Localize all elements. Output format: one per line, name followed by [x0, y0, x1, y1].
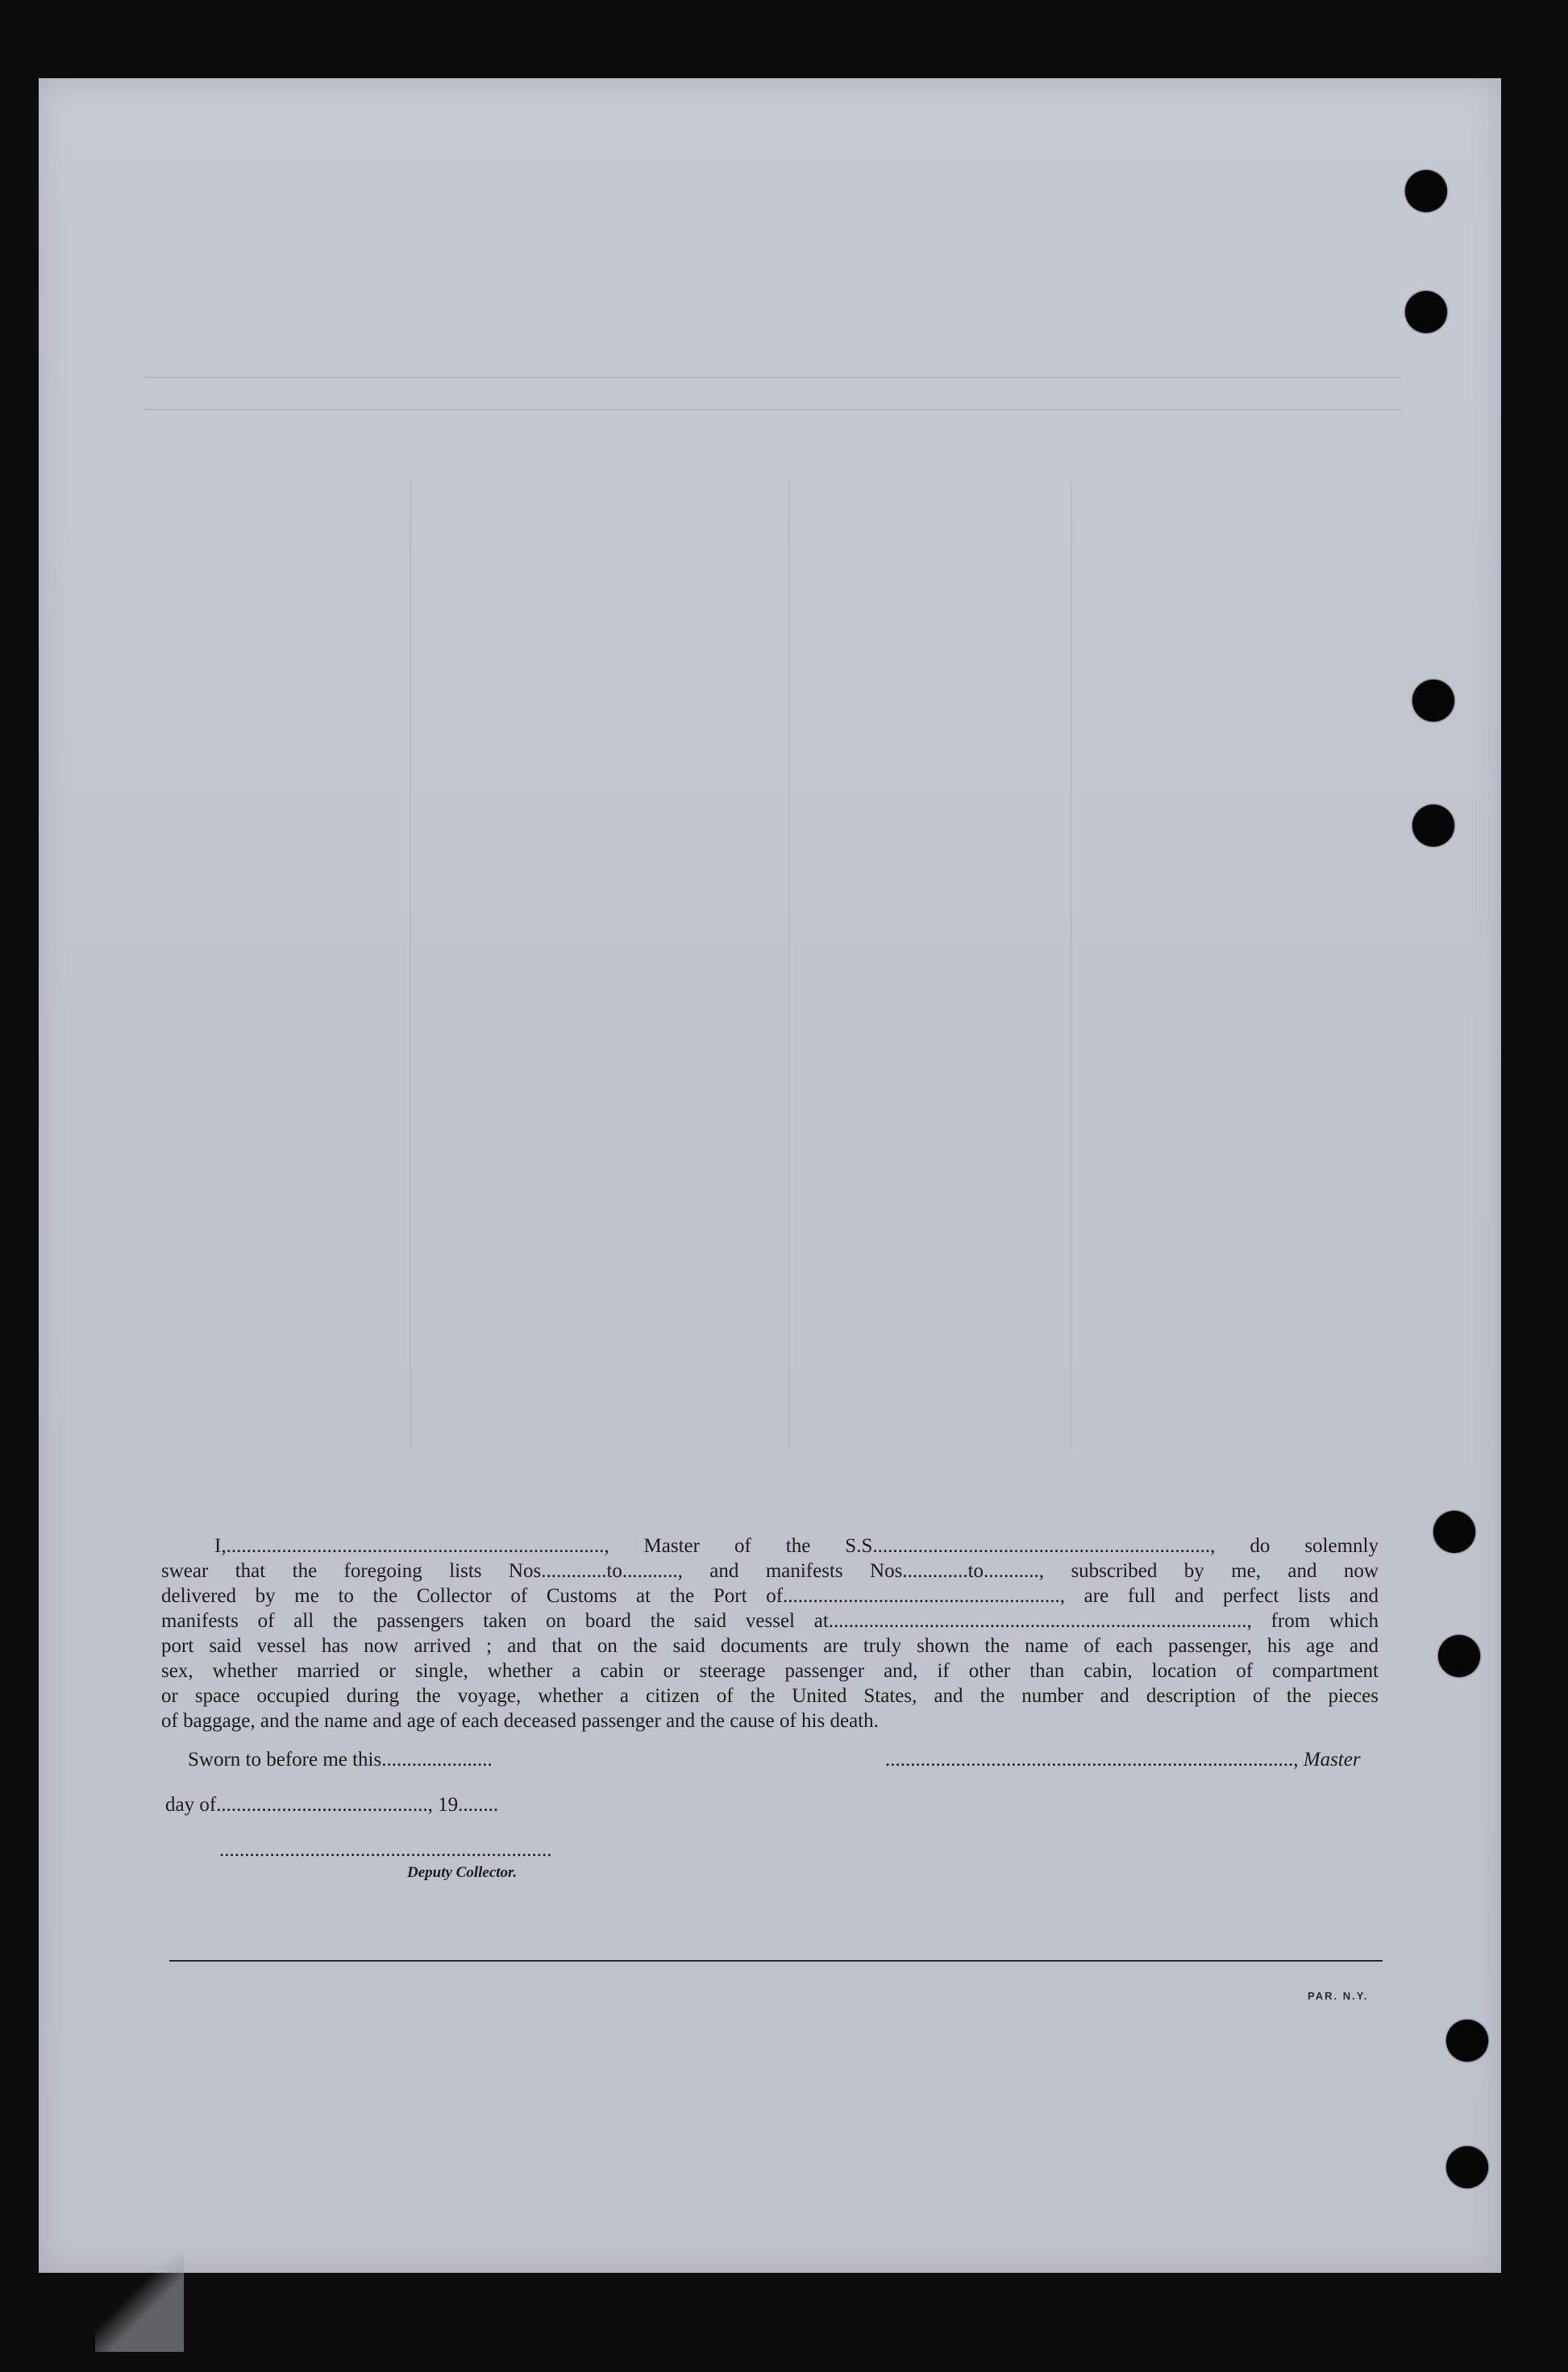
punch-hole	[1438, 1635, 1480, 1677]
oath-line: I,..........................................................................., Master of the S.S..................................................................., do solemnly	[214, 1535, 1379, 1557]
bleed-through-column	[410, 481, 411, 1449]
bleed-through-rule	[143, 377, 1401, 378]
master-signature-line	[885, 1749, 1361, 1771]
deputy-collector-label: Deputy Collector.	[407, 1864, 518, 1881]
bleed-through-column	[788, 481, 790, 1449]
bottom-rule	[169, 1960, 1383, 1962]
oath-line: delivered by me to the Collector of Customs at the Port of......................................................., are full and perfect lists and	[161, 1585, 1379, 1607]
oath-line: or space occupied during the voyage, whether a citizen of the United States, and the number and description of the pieces	[161, 1685, 1379, 1707]
manifest-sheet	[39, 78, 1501, 2273]
punch-hole	[1433, 1511, 1475, 1553]
bleed-through-column	[1071, 481, 1072, 1449]
corner-fold	[95, 2255, 184, 2352]
oath-line: manifests of all the passengers taken on board the said vessel at..................................................................................., from which	[161, 1610, 1379, 1632]
day-of-line: day of.........................................., 19........	[165, 1794, 499, 1816]
master-label: Master	[1303, 1749, 1361, 1771]
sworn-before-line: Sworn to before me this......................	[188, 1749, 493, 1771]
oath-line: swear that the foregoing lists Nos.............to..........., and manifests Nos.............to..........., subscribed by me, and now	[161, 1560, 1379, 1582]
oath-line: of baggage, and the name and age of each deceased passenger and the cause of his death.	[161, 1710, 879, 1732]
punch-hole	[1446, 2146, 1488, 2188]
punch-hole	[1412, 805, 1454, 847]
bleed-through-rule	[143, 409, 1401, 410]
deputy-signature-dots: ..................................................................	[219, 1839, 552, 1861]
oath-line: sex, whether married or single, whether a cabin or steerage passenger and, if other than cabin, location of compartment	[161, 1660, 1379, 1682]
punch-hole	[1405, 170, 1447, 212]
master-oath-paragraph	[161, 1533, 1379, 1733]
bleed-through-header	[272, 155, 998, 182]
punch-hole	[1446, 2020, 1488, 2062]
punch-hole	[1405, 291, 1447, 333]
punch-hole	[1412, 680, 1454, 722]
master-signature-dots: .................................................................................,	[885, 1749, 1299, 1771]
printer-imprint: PAR. N.Y.	[1308, 1990, 1369, 2002]
oath-line: port said vessel has now arrived ; and that on the said documents are truly shown the name of each passenger, his age and	[161, 1635, 1379, 1657]
